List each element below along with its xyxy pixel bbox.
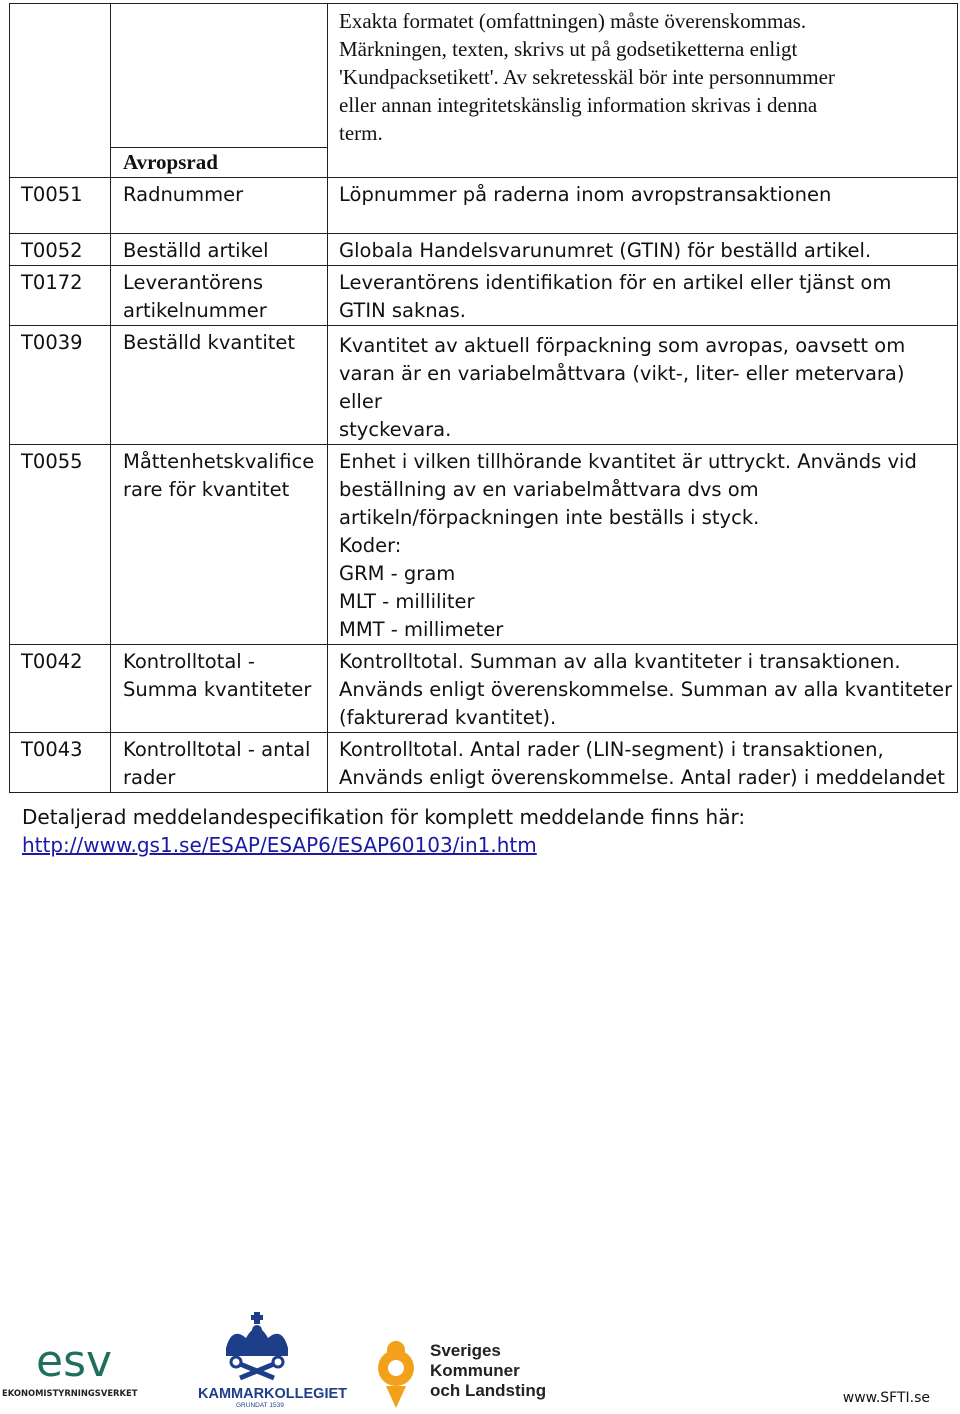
- specification-link[interactable]: http://www.gs1.se/ESAP/ESAP6/ESAP60103/in1.htm: [22, 833, 537, 857]
- description-line: beställning av en variabelmåttvara dvs om: [339, 478, 759, 501]
- description-line: Märkningen, texten, skrivs ut på godsetiketterna enligt: [339, 37, 798, 61]
- skl-logo-mark: [370, 1330, 547, 1410]
- table-row: [10, 326, 958, 445]
- name-cell: [111, 4, 328, 148]
- name-cell: Kontrolltotal - antal rader: [111, 733, 328, 793]
- description-cell: [328, 178, 958, 234]
- name-cell: Leverantörens artikelnummer: [111, 266, 328, 326]
- description-line: eller annan integritetskänslig information skrivas i denna: [339, 93, 818, 117]
- footer-text: Detaljerad meddelandespecifikation för komplett meddelande finns här:: [22, 805, 746, 829]
- esv-logo-mark: [0, 1330, 150, 1402]
- description-line: Löpnummer på raderna inom avropstransaktionen: [339, 183, 832, 206]
- specification-table: [9, 3, 958, 793]
- description-line: MMT - millimeter: [339, 618, 504, 641]
- table-row: [10, 234, 958, 266]
- description-line: Enhet i vilken tillhörande kvantitet är uttryckt. Används vid: [339, 450, 917, 473]
- esv-logo: [0, 1330, 150, 1402]
- description-line: artikeln/förpackningen inte beställs i styck.: [339, 506, 760, 529]
- description-cell: [328, 326, 958, 445]
- description-line: Kontrolltotal. Summan av alla kvantiteter i transaktionen.: [339, 650, 901, 673]
- description-line: Koder:: [339, 534, 402, 557]
- description-line: Leverantörens identifikation för en artikel eller tjänst om: [339, 271, 892, 294]
- section-title: Avropsrad: [111, 148, 328, 178]
- crown-icon: [196, 1308, 348, 1409]
- code-cell: [10, 4, 111, 178]
- description-line: Används enligt överenskommelse. Summan av alla kvantiteter: [339, 678, 953, 701]
- kammarkollegiet-logo: [196, 1308, 348, 1409]
- description-cell: [328, 733, 958, 793]
- table-row: [10, 645, 958, 733]
- description-line: Används enligt överenskommelse. Antal rader) i meddelandet: [339, 766, 945, 789]
- table-row: [10, 4, 958, 148]
- name-cell: Radnummer: [111, 178, 328, 234]
- name-cell: Kontrolltotal - Summa kvantiteter: [111, 645, 328, 733]
- description-line: 'Kundpacksetikett'. Av sekretesskäl bör inte personnummer: [339, 65, 835, 89]
- description-line: GTIN saknas.: [339, 299, 466, 322]
- description-line: Kontrolltotal. Antal rader (LIN-segment) i transaktionen,: [339, 738, 884, 761]
- description-cell: [328, 4, 958, 178]
- name-cell: Beställd artikel: [111, 234, 328, 266]
- kammarkollegiet-subtitle: GRUNDAT 1539: [236, 1402, 284, 1409]
- table-row: [10, 266, 958, 326]
- table-row: [10, 445, 958, 645]
- table-row: [10, 178, 958, 234]
- description-line: Exakta formatet (omfattningen) måste överenskommas.: [339, 9, 807, 33]
- description-line: Globala Handelsvarunumret (GTIN) för beställd artikel.: [339, 239, 872, 262]
- code-cell: T0051: [10, 178, 111, 234]
- description-line: term.: [339, 121, 383, 145]
- description-line: GRM - gram: [339, 562, 456, 585]
- description-cell: [328, 445, 958, 645]
- esv-mark-text: esv: [36, 1336, 113, 1387]
- description-line: varan är en variabelmåttvara (vikt-, liter- eller metervara) eller: [339, 362, 905, 413]
- description-cell: [328, 266, 958, 326]
- code-cell: T0052: [10, 234, 111, 266]
- name-cell: Beställd kvantitet: [111, 326, 328, 445]
- logo-bar: [0, 1300, 960, 1410]
- kammarkollegiet-name: KAMMARKOLLEGIET: [198, 1386, 348, 1402]
- skl-line1: Sveriges: [430, 1341, 501, 1360]
- description-line: Kvantitet av aktuell förpackning som avropas, oavsett om: [339, 334, 906, 357]
- table-row: [10, 733, 958, 793]
- code-cell: T0039: [10, 326, 111, 445]
- esv-subtitle: EKONOMISTYRNINGSVERKET: [2, 1388, 138, 1398]
- description-line: styckevara.: [339, 418, 452, 441]
- description-line: MLT - milliliter: [339, 590, 475, 613]
- skl-line3: och Landsting: [430, 1381, 547, 1400]
- skl-logo: [370, 1330, 547, 1410]
- name-cell: Måttenhetskvalifice rare för kvantitet: [111, 445, 328, 645]
- code-cell: T0042: [10, 645, 111, 733]
- site-url: www.SFTI.se: [842, 1390, 930, 1406]
- skl-line2: Kommuner: [430, 1361, 520, 1380]
- description-line: (fakturerad kvantitet).: [339, 706, 557, 729]
- code-cell: T0055: [10, 445, 111, 645]
- code-cell: T0172: [10, 266, 111, 326]
- footer: [22, 803, 745, 859]
- description-cell: [328, 645, 958, 733]
- code-cell: T0043: [10, 733, 111, 793]
- description-cell: [328, 234, 958, 266]
